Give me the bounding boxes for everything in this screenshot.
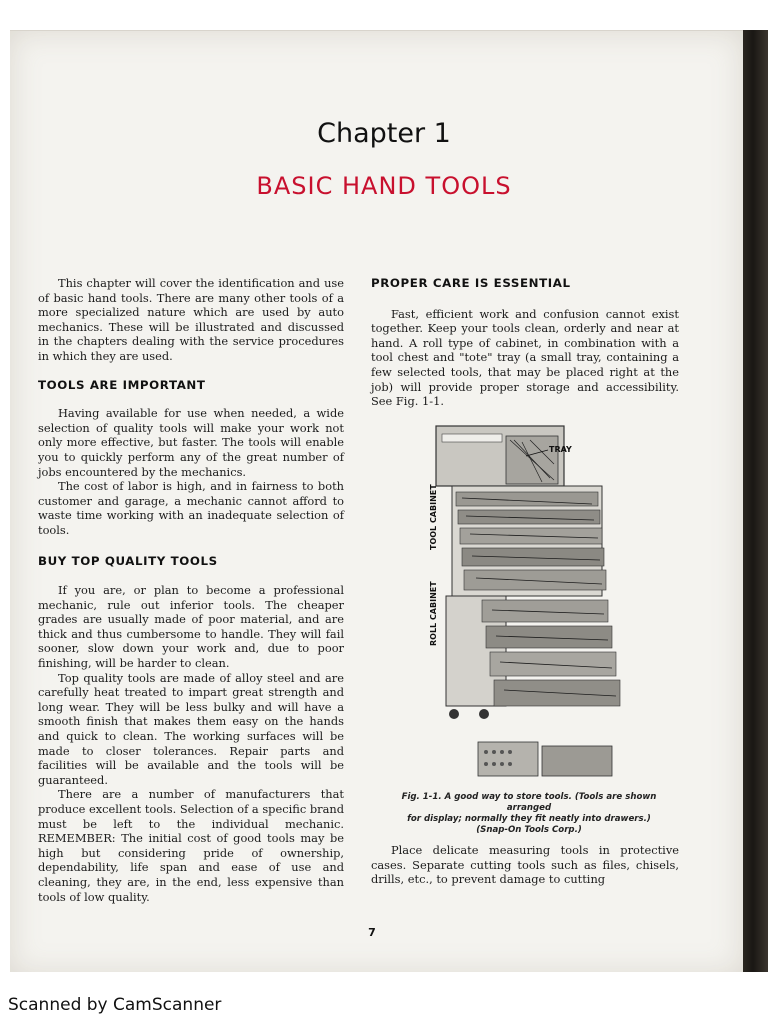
section-heading-proper-care: PROPER CARE IS ESSENTIAL xyxy=(371,276,571,290)
paragraph: Having available for use when needed, a wide selection of quality tools will make your work not only more effective, but faster. The tools will enable you to quickly perform any of the great number of jobs encountered by the mechanics. xyxy=(38,406,344,479)
section-heading-buy-quality: BUY TOP QUALITY TOOLS xyxy=(38,553,218,568)
paragraph: The cost of labor is high, and in fairness to both customer and garage, a mechanic cannot afford to waste time working with an inadequate selection of tools. xyxy=(38,479,344,537)
paragraph: If you are, or plan to become a professional mechanic, rule out inferior tools. The cheaper grades are usually made of poor material, and are thick and thus cumbersome to handle. They will fail sooner, slow down your work and, due to poor finishing, will be harder to clean. xyxy=(38,583,344,671)
roll-cabinet-drawers xyxy=(446,596,620,706)
after-figure-text xyxy=(371,843,679,887)
paragraph: Place delicate measuring tools in protective cases. Separate cutting tools such as files, chisels, drills, etc., to prevent damage to cutting xyxy=(371,843,679,887)
paragraph: Fast, efficient work and confusion cannot exist together. Keep your tools clean, orderly and near at hand. A roll type of cabinet, in combination with a tool chest and "tote" tray (a small tray, containing a few selected tools, that may be placed right at the job) will provide proper storage and accessibility. See Fig. 1-1. xyxy=(371,306,679,409)
paragraph: Top quality tools are made of alloy steel and are carefully heat treated to impart great strength and long wear. They will be less bulky and will have a smooth finish that makes them easy on the hands and quick to clean. The working surfaces will be made to closer tolerances. Repair parts and facilities will be available and the tools will be guaranteed. xyxy=(38,670,344,787)
right-column xyxy=(371,276,679,409)
intro-paragraph: This chapter will cover the identification and use of basic hand tools. There are many other tools of a more specialized nature which are used by auto mechanics. These will be illustrated and discussed in the chapters dealing with the service procedures in which they are used. xyxy=(38,276,344,363)
caster-wheel-icon xyxy=(479,709,489,719)
tool-cabinet-label: TOOL CABINET xyxy=(429,484,438,550)
tool-cabinet-drawers xyxy=(452,486,606,596)
chapter-label: Chapter 1 xyxy=(317,118,451,149)
scan-top-margin xyxy=(0,0,768,30)
tool-cabinet-figure xyxy=(422,420,672,785)
caption-credit: (Snap-On Tools Corp.) xyxy=(476,825,582,835)
scanner-watermark: Scanned by CamScanner xyxy=(8,995,222,1015)
left-column xyxy=(38,276,344,904)
caption-line: for display; normally they fit neatly into drawers.) xyxy=(407,814,651,824)
caption-line: Fig. 1-1. A good way to store tools. (Tools are shown arranged xyxy=(401,792,657,813)
roll-cabinet-label: ROLL CABINET xyxy=(429,581,438,646)
caster-wheel-icon xyxy=(449,709,459,719)
tray-label: TRAY xyxy=(549,445,572,454)
socket-set-icon xyxy=(542,746,612,776)
page-number: 7 xyxy=(368,926,376,939)
socket-tray-icon xyxy=(478,742,538,776)
paragraph: There are a number of manufacturers that produce excellent tools. Selection of a specific brand must be left to the individual mechanic. REMEMBER: The initial cost of good tools may be high but considering pride of ownership, dependability, life span and ease of use and cleaning, they are, in the end, less expensive than tools of low quality. xyxy=(38,787,344,904)
section-heading-tools-important: TOOLS ARE IMPORTANT xyxy=(38,377,206,392)
chapter-title: BASIC HAND TOOLS xyxy=(256,172,512,200)
figure-caption xyxy=(379,792,679,836)
